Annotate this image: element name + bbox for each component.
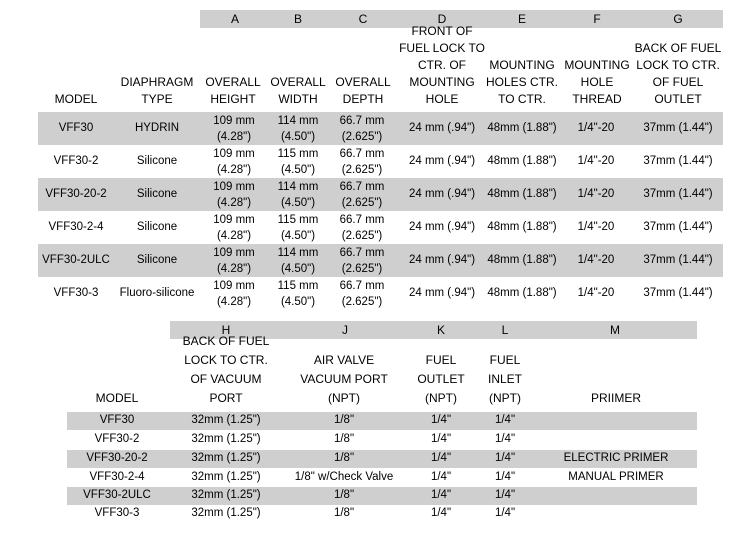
header-back-fuel-vacuum-line: PORT: [209, 391, 243, 405]
table1-thread-cell: 1/4"-20: [577, 286, 615, 299]
header-front-fuel-lock-line: FRONT OF: [411, 24, 473, 38]
table2-air-valve-cell: 1/8": [333, 414, 355, 426]
table1-height-cell: [199, 212, 269, 244]
table1-depth-cell-line: 66.7 mm: [339, 148, 385, 160]
table1-holes-ctr-cell: 48mm (1.88"): [487, 253, 557, 266]
table1-depth-cell-line: 66.7 mm: [339, 181, 385, 193]
header-model: [36, 91, 116, 108]
table2-fuel-inlet-cell: 1/4": [494, 489, 516, 501]
table1-back-outlet-cell: 37mm (1.44"): [643, 220, 713, 233]
table2-vacuum-port-cell: 32mm (1.25"): [191, 414, 261, 426]
table2-fuel-outlet-cell: 1/4": [430, 452, 452, 464]
column-letter-a: A: [230, 12, 239, 26]
table1-height-cell-line: (4.28"): [216, 197, 252, 209]
table1-width-cell-line: (4.50"): [280, 197, 316, 209]
header-back-fuel-vacuum-line: BACK OF FUEL: [182, 334, 270, 348]
table1-model-cell: VFF30-20-2: [45, 187, 107, 200]
header-fuel-inlet: [475, 351, 535, 408]
table1-height-cell: [199, 278, 269, 310]
table1-diaphragm-cell: HYDRIN: [134, 121, 180, 134]
table1-height-cell-line: 109 mm: [213, 247, 255, 259]
header-back-fuel-vacuum-line: LOCK TO CTR.: [184, 353, 268, 367]
table1-depth-cell-line: (2.625"): [341, 164, 383, 176]
table1-back-outlet-cell: 37mm (1.44"): [643, 286, 713, 299]
table1-depth-cell-line: 66.7 mm: [339, 214, 385, 226]
table1-height-cell-line: (4.28"): [216, 131, 252, 143]
table1-diaphragm-cell: Silicone: [136, 154, 178, 167]
header-overall-width-line: WIDTH: [278, 92, 318, 106]
table2-vacuum-port-cell: 32mm (1.25"): [191, 452, 261, 464]
table1-depth-cell-line: 66.7 mm: [339, 280, 385, 292]
header-overall-width: [263, 74, 333, 108]
table1-depth-cell: [327, 212, 397, 244]
table2-fuel-inlet-cell: 1/4": [494, 452, 516, 464]
table1-depth-cell: [327, 113, 397, 145]
table1-back-outlet-cell: 37mm (1.44"): [643, 253, 713, 266]
header-overall-depth-line: DEPTH: [342, 92, 384, 106]
table1-model-cell: VFF30-2ULC: [42, 253, 110, 266]
table1-depth-cell-line: 66.7 mm: [339, 247, 385, 259]
column-letter-l: L: [501, 323, 509, 337]
table2-air-valve-cell: 1/8": [333, 507, 355, 519]
header-fuel-inlet-line: FUEL: [489, 353, 521, 367]
table1-model-cell: VFF30-2-4: [48, 220, 104, 233]
header-air-valve-line: AIR VALVE: [313, 353, 375, 367]
header-primer: [571, 389, 661, 408]
column-letter-j: J: [342, 323, 348, 337]
table1-depth-cell: [327, 278, 397, 310]
header-air-valve-line: (NPT): [328, 391, 360, 405]
table2-primer-cell: ELECTRIC PRIMER: [563, 452, 669, 464]
header-front-fuel-lock-line: HOLE: [425, 92, 459, 106]
table1-thread-cell: 1/4"-20: [577, 220, 615, 233]
table1-width-cell-line: (4.50"): [280, 230, 316, 242]
table2-vacuum-port-cell: 32mm (1.25"): [191, 433, 261, 445]
header-overall-height-line: HEIGHT: [210, 92, 256, 106]
table2-fuel-outlet-cell: 1/4": [430, 414, 452, 426]
table1-holes-ctr-cell: 48mm (1.88"): [487, 187, 557, 200]
table1-height-cell-line: 109 mm: [213, 280, 255, 292]
header-fuel-inlet-line: (NPT): [489, 391, 521, 405]
table1-holes-ctr-cell: 48mm (1.88"): [487, 121, 557, 134]
column-letter-m: M: [610, 323, 620, 337]
table2-air-valve-cell: 1/8" w/Check Valve: [294, 471, 394, 483]
table1-front-lock-cell: 24 mm (.94"): [408, 187, 476, 200]
table2-air-valve-cell: 1/8": [333, 452, 355, 464]
header-front-fuel-lock-line: CTR. OF: [418, 58, 466, 72]
column-letter-g: G: [673, 12, 683, 26]
table1-width-cell: [263, 245, 333, 277]
table1-height-cell: [199, 245, 269, 277]
header-diaphragm-line: DIAPHRAGM: [120, 75, 194, 89]
table2-vacuum-port-cell: 32mm (1.25"): [191, 507, 261, 519]
table2-model-cell: VFF30-2: [94, 433, 140, 445]
header-back-fuel-outlet: [631, 40, 726, 108]
header-fuel-outlet: [411, 351, 471, 408]
table1-front-lock-cell: 24 mm (.94"): [408, 121, 476, 134]
header-overall-height-line: OVERALL: [205, 75, 261, 89]
table1-depth-cell: [327, 245, 397, 277]
table1-holes-ctr-cell: 48mm (1.88"): [487, 286, 557, 299]
table1-front-lock-cell: 24 mm (.94"): [408, 220, 476, 233]
table1-width-cell: [263, 212, 333, 244]
table1-width-cell-line: (4.50"): [280, 164, 316, 176]
table1-width-cell-line: (4.50"): [280, 131, 316, 143]
table1-width-cell-line: (4.50"): [280, 263, 316, 275]
table1-thread-cell: 1/4"-20: [577, 154, 615, 167]
table1-model-cell: VFF30-2: [53, 154, 99, 167]
header-overall-height: [198, 74, 268, 108]
header-air-valve-line: VACUUM PORT: [300, 372, 388, 386]
header-diaphragm-line: TYPE: [141, 92, 173, 106]
table1-thread-cell: 1/4"-20: [577, 121, 615, 134]
table2-model-cell: VFF30: [99, 414, 135, 426]
table2-primer-cell: MANUAL PRIMER: [568, 471, 664, 483]
table1-depth-cell-line: (2.625"): [341, 230, 383, 242]
table1-depth-cell-line: (2.625"): [341, 263, 383, 275]
table1-height-cell-line: (4.28"): [216, 164, 252, 176]
column-letter-c: C: [358, 12, 368, 26]
table2-fuel-inlet-cell: 1/4": [494, 471, 516, 483]
header-model-line: MODEL: [54, 92, 98, 106]
table2-fuel-inlet-cell: 1/4": [494, 414, 516, 426]
table1-height-cell-line: (4.28"): [216, 296, 252, 308]
table2-air-valve-cell: 1/8": [333, 433, 355, 445]
table1-depth-cell-line: (2.625"): [341, 131, 383, 143]
table1-diaphragm-cell: Silicone: [136, 187, 178, 200]
table1-height-cell-line: (4.28"): [216, 263, 252, 275]
column-letter-b: B: [293, 12, 302, 26]
table2-model-cell: VFF30-20-2: [86, 452, 148, 464]
table1-front-lock-cell: 24 mm (.94"): [408, 253, 476, 266]
column-letter-h: H: [221, 323, 231, 337]
column-letter-e: E: [517, 12, 526, 26]
header-diaphragm: [112, 74, 202, 108]
header-back-fuel-outlet-line: BACK OF FUEL: [634, 41, 722, 55]
header-fuel-outlet-line: OUTLET: [417, 372, 465, 386]
table1-width-cell: [263, 113, 333, 145]
column-letter-f: F: [593, 12, 601, 26]
header-primer-line: PRIIMER: [590, 391, 641, 405]
table1-width-cell-line: 114 mm: [277, 181, 319, 193]
table1-width-cell-line: 115 mm: [277, 280, 319, 292]
table1-height-cell: [199, 179, 269, 211]
table2-model-cell: VFF30-3: [94, 507, 140, 519]
table1-depth-cell: [327, 146, 397, 178]
table1-width-cell: [263, 179, 333, 211]
table1-height-cell-line: 109 mm: [213, 115, 255, 127]
header-mounting-thread-line: MOUNTING: [564, 58, 630, 72]
header-overall-width-line: OVERALL: [270, 75, 326, 89]
table1-depth-cell-line: (2.625"): [341, 197, 383, 209]
table1-height-cell-line: (4.28"): [216, 230, 252, 242]
header-mounting-holes-line: HOLES CTR.: [485, 75, 558, 89]
table2-fuel-outlet-cell: 1/4": [430, 489, 452, 501]
header2-model: [77, 389, 157, 408]
header-front-fuel-lock-line: FUEL LOCK TO: [399, 41, 485, 55]
table1-width-cell-line: 114 mm: [277, 115, 319, 127]
table1-thread-cell: 1/4"-20: [577, 187, 615, 200]
table1-front-lock-cell: 24 mm (.94"): [408, 154, 476, 167]
header-back-fuel-vacuum: [171, 332, 281, 408]
table1-height-cell-line: 109 mm: [213, 214, 255, 226]
table1-diaphragm-cell: Fluoro-silicone: [119, 286, 195, 299]
table1-diaphragm-cell: Silicone: [136, 253, 178, 266]
header-mounting-holes-line: TO CTR.: [498, 92, 546, 106]
header-mounting-thread: [557, 57, 637, 108]
header-air-valve: [289, 351, 399, 408]
table1-front-lock-cell: 24 mm (.94"): [408, 286, 476, 299]
header-mounting-thread-line: HOLE: [580, 75, 614, 89]
table1-width-cell-line: 114 mm: [277, 247, 319, 259]
table1-width-cell-line: (4.50"): [280, 296, 316, 308]
table1-width-cell-line: 115 mm: [277, 214, 319, 226]
table2-fuel-outlet-cell: 1/4": [430, 433, 452, 445]
header2-model-line: MODEL: [95, 391, 139, 405]
table1-depth-cell: [327, 179, 397, 211]
header-back-fuel-outlet-line: OUTLET: [654, 92, 702, 106]
column-letter-d: D: [437, 12, 447, 26]
table2-fuel-inlet-cell: 1/4": [494, 507, 516, 519]
table1-height-cell-line: 109 mm: [213, 148, 255, 160]
table1-width-cell: [263, 146, 333, 178]
header-overall-depth: [328, 74, 398, 108]
header-overall-depth-line: OVERALL: [335, 75, 391, 89]
header-mounting-holes-line: MOUNTING: [489, 58, 555, 72]
header-fuel-outlet-line: FUEL: [425, 353, 457, 367]
table1-width-cell-line: 115 mm: [277, 148, 319, 160]
header-fuel-inlet-line: INLET: [487, 372, 522, 386]
header-mounting-holes: [477, 57, 567, 108]
table2-air-valve-cell: 1/8": [333, 489, 355, 501]
header-mounting-thread-line: THREAD: [572, 92, 622, 106]
table1-model-cell: VFF30: [58, 121, 94, 134]
table1-depth-cell-line: 66.7 mm: [339, 115, 385, 127]
header-front-fuel-lock-line: MOUNTING: [409, 75, 475, 89]
column-letter-k: K: [436, 323, 445, 337]
table2-fuel-outlet-cell: 1/4": [430, 471, 452, 483]
header-fuel-outlet-line: (NPT): [425, 391, 457, 405]
table2-vacuum-port-cell: 32mm (1.25"): [191, 471, 261, 483]
table2-model-cell: VFF30-2-4: [89, 471, 145, 483]
table2-vacuum-port-cell: 32mm (1.25"): [191, 489, 261, 501]
table2-fuel-inlet-cell: 1/4": [494, 433, 516, 445]
table1-height-cell-line: 109 mm: [213, 181, 255, 193]
header-back-fuel-outlet-line: OF FUEL: [652, 75, 704, 89]
table1-holes-ctr-cell: 48mm (1.88"): [487, 154, 557, 167]
table1-back-outlet-cell: 37mm (1.44"): [643, 154, 713, 167]
table1-height-cell: [199, 113, 269, 145]
table1-back-outlet-cell: 37mm (1.44"): [643, 187, 713, 200]
table2-model-cell: VFF30-2ULC: [83, 489, 151, 501]
table1-height-cell: [199, 146, 269, 178]
header-back-fuel-vacuum-line: OF VACUUM: [190, 372, 262, 386]
table1-diaphragm-cell: Silicone: [136, 220, 178, 233]
table1-back-outlet-cell: 37mm (1.44"): [643, 121, 713, 134]
table1-width-cell: [263, 278, 333, 310]
header-back-fuel-outlet-line: LOCK TO CTR.: [636, 58, 720, 72]
table1-holes-ctr-cell: 48mm (1.88"): [487, 220, 557, 233]
table1-model-cell: VFF30-3: [53, 286, 99, 299]
table1-depth-cell-line: (2.625"): [341, 296, 383, 308]
table2-fuel-outlet-cell: 1/4": [430, 507, 452, 519]
table1-thread-cell: 1/4"-20: [577, 253, 615, 266]
